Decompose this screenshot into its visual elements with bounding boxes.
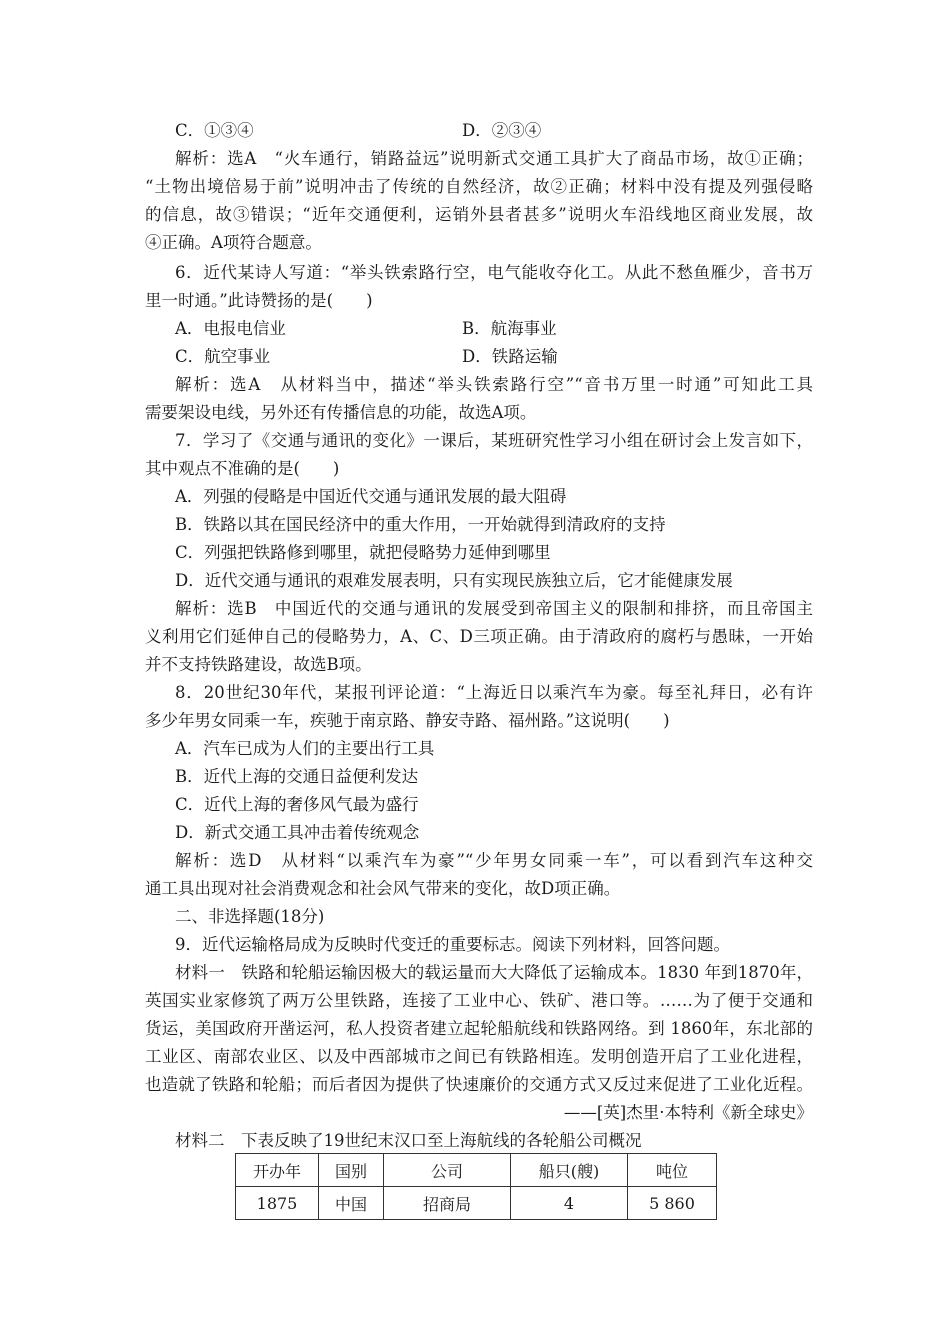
q9-material1-line: 工业区、南部农业区、以及中西部城市之间已有铁路相连。发明创造开启了工业化进程， (145, 1047, 813, 1066)
q5-analysis-line: 解析：选A “火车通行，销路益远”说明新式交通工具扩大了商品市场，故①正确； (175, 149, 813, 168)
q7-option-a: A．列强的侵略是中国近代交通与通讯发展的最大阻碍 (175, 487, 567, 506)
q9-material1-line: 材料一 铁路和轮船运输因极大的载运量而大大降低了运输成本。1830 年到1870年， (175, 963, 813, 982)
q8-option-b: B．近代上海的交通日益便利发达 (175, 767, 419, 786)
q7-analysis-line: 解析：选B 中国近代的交通与通讯的发展受到帝国主义的限制和排挤，而且帝国主 (175, 599, 813, 618)
q6-option-d: D．铁路运输 (462, 347, 558, 366)
q6-option-b: B．航海事业 (462, 319, 557, 338)
table-header-cell: 船只(艘) (511, 1154, 628, 1187)
q6-analysis-line: 解析：选A 从材料当中，描述“举头铁索路行空”“音书万里一时通”可知此工具 (175, 375, 813, 394)
q7-option-b: B．铁路以其在国民经济中的重大作用，一开始就得到清政府的支持 (175, 515, 666, 534)
shipping-company-table (235, 1153, 717, 1220)
q6-stem-line: 6．近代某诗人写道：“举头铁索路行空，电气能收夺化工。从此不愁鱼雁少，音书万 (175, 263, 813, 282)
q5-analysis-line: ④正确。A项符合题意。 (145, 233, 322, 252)
table-header-cell: 国别 (319, 1154, 384, 1187)
q5-analysis-line: 的信息，故③错误；“近年交通便利，运销外县者甚多”说明火车沿线地区商业发展，故 (145, 205, 813, 224)
q8-stem-line: 8．20世纪30年代，某报刊评论道：“上海近日以乘汽车为豪。每至礼拜日，必有许 (175, 683, 813, 702)
q5-analysis-line: “土物出境倍易于前”说明冲击了传统的自然经济，故②正确；材料中没有提及列强侵略 (145, 177, 813, 196)
q8-option-c: C．近代上海的奢侈风气最为盛行 (175, 795, 419, 814)
q6-option-c: C．航空事业 (175, 347, 271, 366)
table-header-cell: 公司 (384, 1154, 511, 1187)
q8-option-a: A．汽车已成为人们的主要出行工具 (175, 739, 435, 758)
q7-stem-line: 其中观点不准确的是( ) (145, 459, 340, 478)
q6-analysis-line: 需要架设电线，另外还有传播信息的功能，故选A项。 (145, 403, 537, 422)
material1-source: ——[英]杰里·本特利《新全球史》 (563, 1103, 813, 1122)
table-header-cell: 吨位 (628, 1154, 717, 1187)
q9-material1-line: 货运，美国政府开凿运河，私人投资者建立起轮船航线和铁路网络。到 1860年，东北部的 (145, 1019, 813, 1038)
q5-option-c: C．①③④ (175, 121, 254, 140)
q8-analysis-line: 解析：选D 从材料“以乘汽车为豪”“少年男女同乘一车”，可以看到汽车这种交 (175, 851, 813, 870)
table-cell: 1875 (236, 1187, 319, 1220)
table-cell: 招商局 (384, 1187, 511, 1220)
q9-material2-intro: 材料二 下表反映了19世纪末汉口至上海航线的各轮船公司概况 (175, 1131, 642, 1150)
q6-option-a: A．电报电信业 (175, 319, 286, 338)
q7-stem-line: 7．学习了《交通与通讯的变化》一课后，某班研究性学习小组在研讨会上发言如下， (175, 431, 813, 450)
table-cell: 中国 (319, 1187, 384, 1220)
q9-material1-line: 英国实业家修筑了两万公里铁路，连接了工业中心、铁矿、港口等。……为了便于交通和 (145, 991, 813, 1010)
q9-stem: 9．近代运输格局成为反映时代变迁的重要标志。阅读下列材料，回答问题。 (175, 935, 730, 954)
table-row (236, 1187, 717, 1220)
q7-analysis-line: 并不支持铁路建设，故选B项。 (145, 655, 372, 674)
q7-option-c: C．列强把铁路修到哪里，就把侵略势力延伸到哪里 (175, 543, 551, 562)
section-heading: 二、非选择题(18分) (175, 907, 325, 926)
q7-option-d: D．近代交通与通讯的艰难发展表明，只有实现民族独立后，它才能健康发展 (175, 571, 733, 590)
q7-analysis-line: 义利用它们延伸自己的侵略势力，A、C、D三项正确。由于清政府的腐朽与愚昧，一开始 (145, 627, 813, 646)
q6-stem-line: 里一时通。”此诗赞扬的是( ) (145, 291, 373, 310)
q8-stem-line: 多少年男女同乘一车，疾驰于南京路、静安寺路、福州路。”这说明( ) (145, 711, 670, 730)
table-header-row (236, 1154, 717, 1187)
q9-material1-line: 也造就了铁路和轮船；而后者因为提供了快速廉价的交通方式又反过来促进了工业化近程。 (145, 1075, 813, 1094)
q8-option-d: D．新式交通工具冲击着传统观念 (175, 823, 420, 842)
table-cell: 5 860 (628, 1187, 717, 1220)
table-cell: 4 (511, 1187, 628, 1220)
q5-option-d: D．②③④ (462, 121, 542, 140)
table-header-cell: 开办年 (236, 1154, 319, 1187)
q8-analysis-line: 通工具出现对社会消费观念和社会风气带来的变化，故D项正确。 (145, 879, 621, 898)
